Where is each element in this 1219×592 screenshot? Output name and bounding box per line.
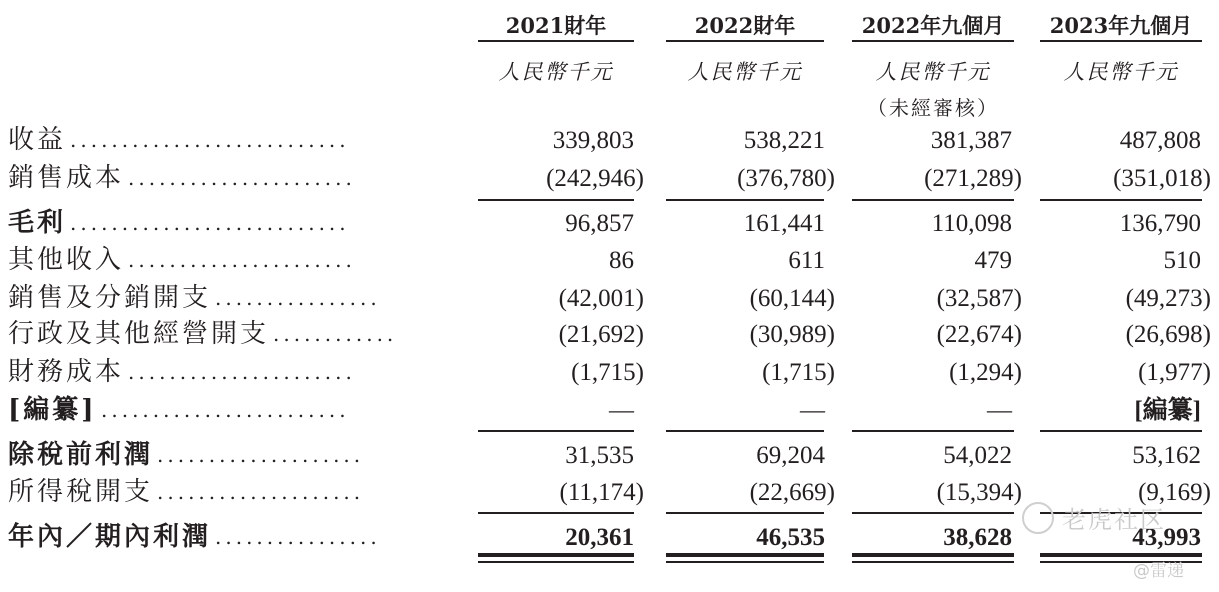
cell-value: 538,221 bbox=[743, 127, 825, 154]
table-row bbox=[0, 316, 1219, 353]
cell-value: (60,144) bbox=[749, 285, 835, 312]
subtotal-rule bbox=[666, 512, 824, 514]
dot-leader: ................ bbox=[215, 525, 381, 549]
dot-leader: ...................... bbox=[128, 166, 356, 190]
unit-label: 人民幣千元 bbox=[1063, 60, 1179, 84]
subtotal-rule bbox=[1040, 430, 1202, 432]
cell-value: 611 bbox=[788, 247, 825, 274]
subtotal-rule bbox=[852, 430, 1014, 432]
subtotal-rule bbox=[666, 199, 824, 201]
cell-value: 96,857 bbox=[565, 210, 634, 237]
total-double-rule bbox=[478, 561, 634, 563]
cell-value: (22,674) bbox=[936, 321, 1022, 348]
cell-value: (49,273) bbox=[1125, 285, 1211, 312]
column-header-2023-nine-months: 2023年九個月 bbox=[1049, 13, 1193, 38]
cell-value: — bbox=[987, 397, 1012, 424]
cell-value: 69,204 bbox=[756, 442, 825, 469]
cell-value: (15,394) bbox=[936, 479, 1022, 506]
cell-value: (9,169) bbox=[1138, 479, 1211, 506]
watermark-text: 老虎社区 bbox=[1062, 506, 1166, 534]
cell-value: (351,018) bbox=[1113, 165, 1211, 192]
cell-value: (1,294) bbox=[949, 359, 1022, 386]
cell-value: 136,790 bbox=[1119, 210, 1201, 237]
table-row bbox=[0, 354, 1219, 391]
header-rule bbox=[478, 40, 634, 42]
cell-value: 510 bbox=[1163, 247, 1201, 274]
dot-leader: ...................... bbox=[128, 248, 356, 272]
dot-leader: .................... bbox=[157, 443, 365, 467]
watermark-handle: @雷递 bbox=[1133, 561, 1184, 581]
cell-value: 38,628 bbox=[943, 524, 1012, 551]
subtotal-rule bbox=[1040, 199, 1202, 201]
row-label: 行政及其他經營開支 bbox=[8, 319, 270, 349]
cell-value: 110,098 bbox=[931, 210, 1012, 237]
table-row bbox=[0, 437, 1219, 474]
cell-value: 53,162 bbox=[1132, 442, 1201, 469]
cell-value: 161,441 bbox=[743, 210, 825, 237]
header-rule bbox=[852, 40, 1014, 42]
row-label: 銷售及分銷開支 bbox=[8, 283, 212, 313]
row-label: 所得稅開支 bbox=[8, 477, 154, 507]
cell-value: 86 bbox=[609, 247, 634, 274]
total-double-rule bbox=[666, 553, 824, 557]
cell-value: (32,587) bbox=[936, 285, 1022, 312]
row-label: 毛利 bbox=[8, 208, 67, 238]
dot-leader: ........................ bbox=[101, 398, 350, 422]
row-label: 年內／期內利潤 bbox=[8, 522, 212, 552]
subtotal-rule bbox=[478, 199, 634, 201]
cell-value: — bbox=[800, 397, 825, 424]
row-label: 銷售成本 bbox=[8, 163, 125, 193]
tiger-logo-icon bbox=[1022, 502, 1054, 534]
subtotal-rule bbox=[852, 199, 1014, 201]
watermark bbox=[1022, 500, 1166, 535]
total-double-rule bbox=[478, 553, 634, 557]
total-double-rule bbox=[852, 553, 1014, 557]
dot-leader: .................... bbox=[157, 480, 365, 504]
dot-leader: ........................... bbox=[70, 211, 350, 235]
subtotal-rule bbox=[478, 430, 634, 432]
cell-value: 54,022 bbox=[943, 442, 1012, 469]
table-row bbox=[0, 122, 1219, 159]
cell-value: (271,289) bbox=[924, 165, 1022, 192]
cell-value: (22,669) bbox=[749, 479, 835, 506]
table-row bbox=[0, 160, 1219, 197]
row-label: 財務成本 bbox=[8, 357, 125, 387]
subtotal-rule bbox=[478, 512, 634, 514]
unit-label: 人民幣千元 bbox=[498, 60, 614, 84]
column-header-2022: 2022財年 bbox=[694, 13, 796, 38]
cell-value: 20,361 bbox=[565, 524, 634, 551]
cell-value: (21,692) bbox=[558, 321, 644, 348]
row-label: 收益 bbox=[8, 125, 67, 155]
cell-value: 381,387 bbox=[930, 127, 1012, 154]
unit-label: 人民幣千元 bbox=[687, 60, 803, 84]
header-rule bbox=[1040, 40, 1202, 42]
cell-value: (376,780) bbox=[737, 165, 835, 192]
cell-value: 339,803 bbox=[552, 127, 634, 154]
cell-value: (30,989) bbox=[749, 321, 835, 348]
cell-value: 479 bbox=[974, 247, 1012, 274]
cell-value: 31,535 bbox=[565, 442, 634, 469]
table-row bbox=[0, 280, 1219, 317]
dot-leader: ............ bbox=[273, 322, 398, 346]
row-label: [編纂] bbox=[8, 395, 97, 425]
cell-value: [編纂] bbox=[1134, 397, 1201, 424]
cell-value: (42,001) bbox=[558, 285, 644, 312]
unit-label: 人民幣千元 bbox=[875, 60, 991, 84]
total-double-rule bbox=[666, 561, 824, 563]
cell-value: (242,946) bbox=[546, 165, 644, 192]
table-row bbox=[0, 392, 1219, 429]
subtotal-rule bbox=[666, 430, 824, 432]
cell-value: (26,698) bbox=[1125, 321, 1211, 348]
cell-value: 487,808 bbox=[1119, 127, 1201, 154]
unaudited-note: （未經審核） bbox=[867, 96, 999, 120]
cell-value: (1,715) bbox=[762, 359, 835, 386]
subtotal-rule bbox=[852, 512, 1014, 514]
header-rule bbox=[666, 40, 824, 42]
column-header-2021: 2021財年 bbox=[505, 13, 607, 38]
column-header-2022-nine-months: 2022年九個月 bbox=[861, 13, 1005, 38]
table-row bbox=[0, 242, 1219, 279]
cell-value: — bbox=[609, 397, 634, 424]
row-label: 除稅前利潤 bbox=[8, 440, 154, 470]
table-row bbox=[0, 205, 1219, 242]
total-double-rule bbox=[852, 561, 1014, 563]
dot-leader: ................ bbox=[215, 286, 381, 310]
dot-leader: ........................... bbox=[70, 128, 350, 152]
cell-value: 46,535 bbox=[756, 524, 825, 551]
cell-value: (11,174) bbox=[559, 479, 644, 506]
cell-value: (1,715) bbox=[571, 359, 644, 386]
dot-leader: ...................... bbox=[128, 360, 356, 384]
row-label: 其他收入 bbox=[8, 245, 125, 275]
cell-value: 43,993 bbox=[1132, 524, 1201, 551]
cell-value: (1,977) bbox=[1138, 359, 1211, 386]
